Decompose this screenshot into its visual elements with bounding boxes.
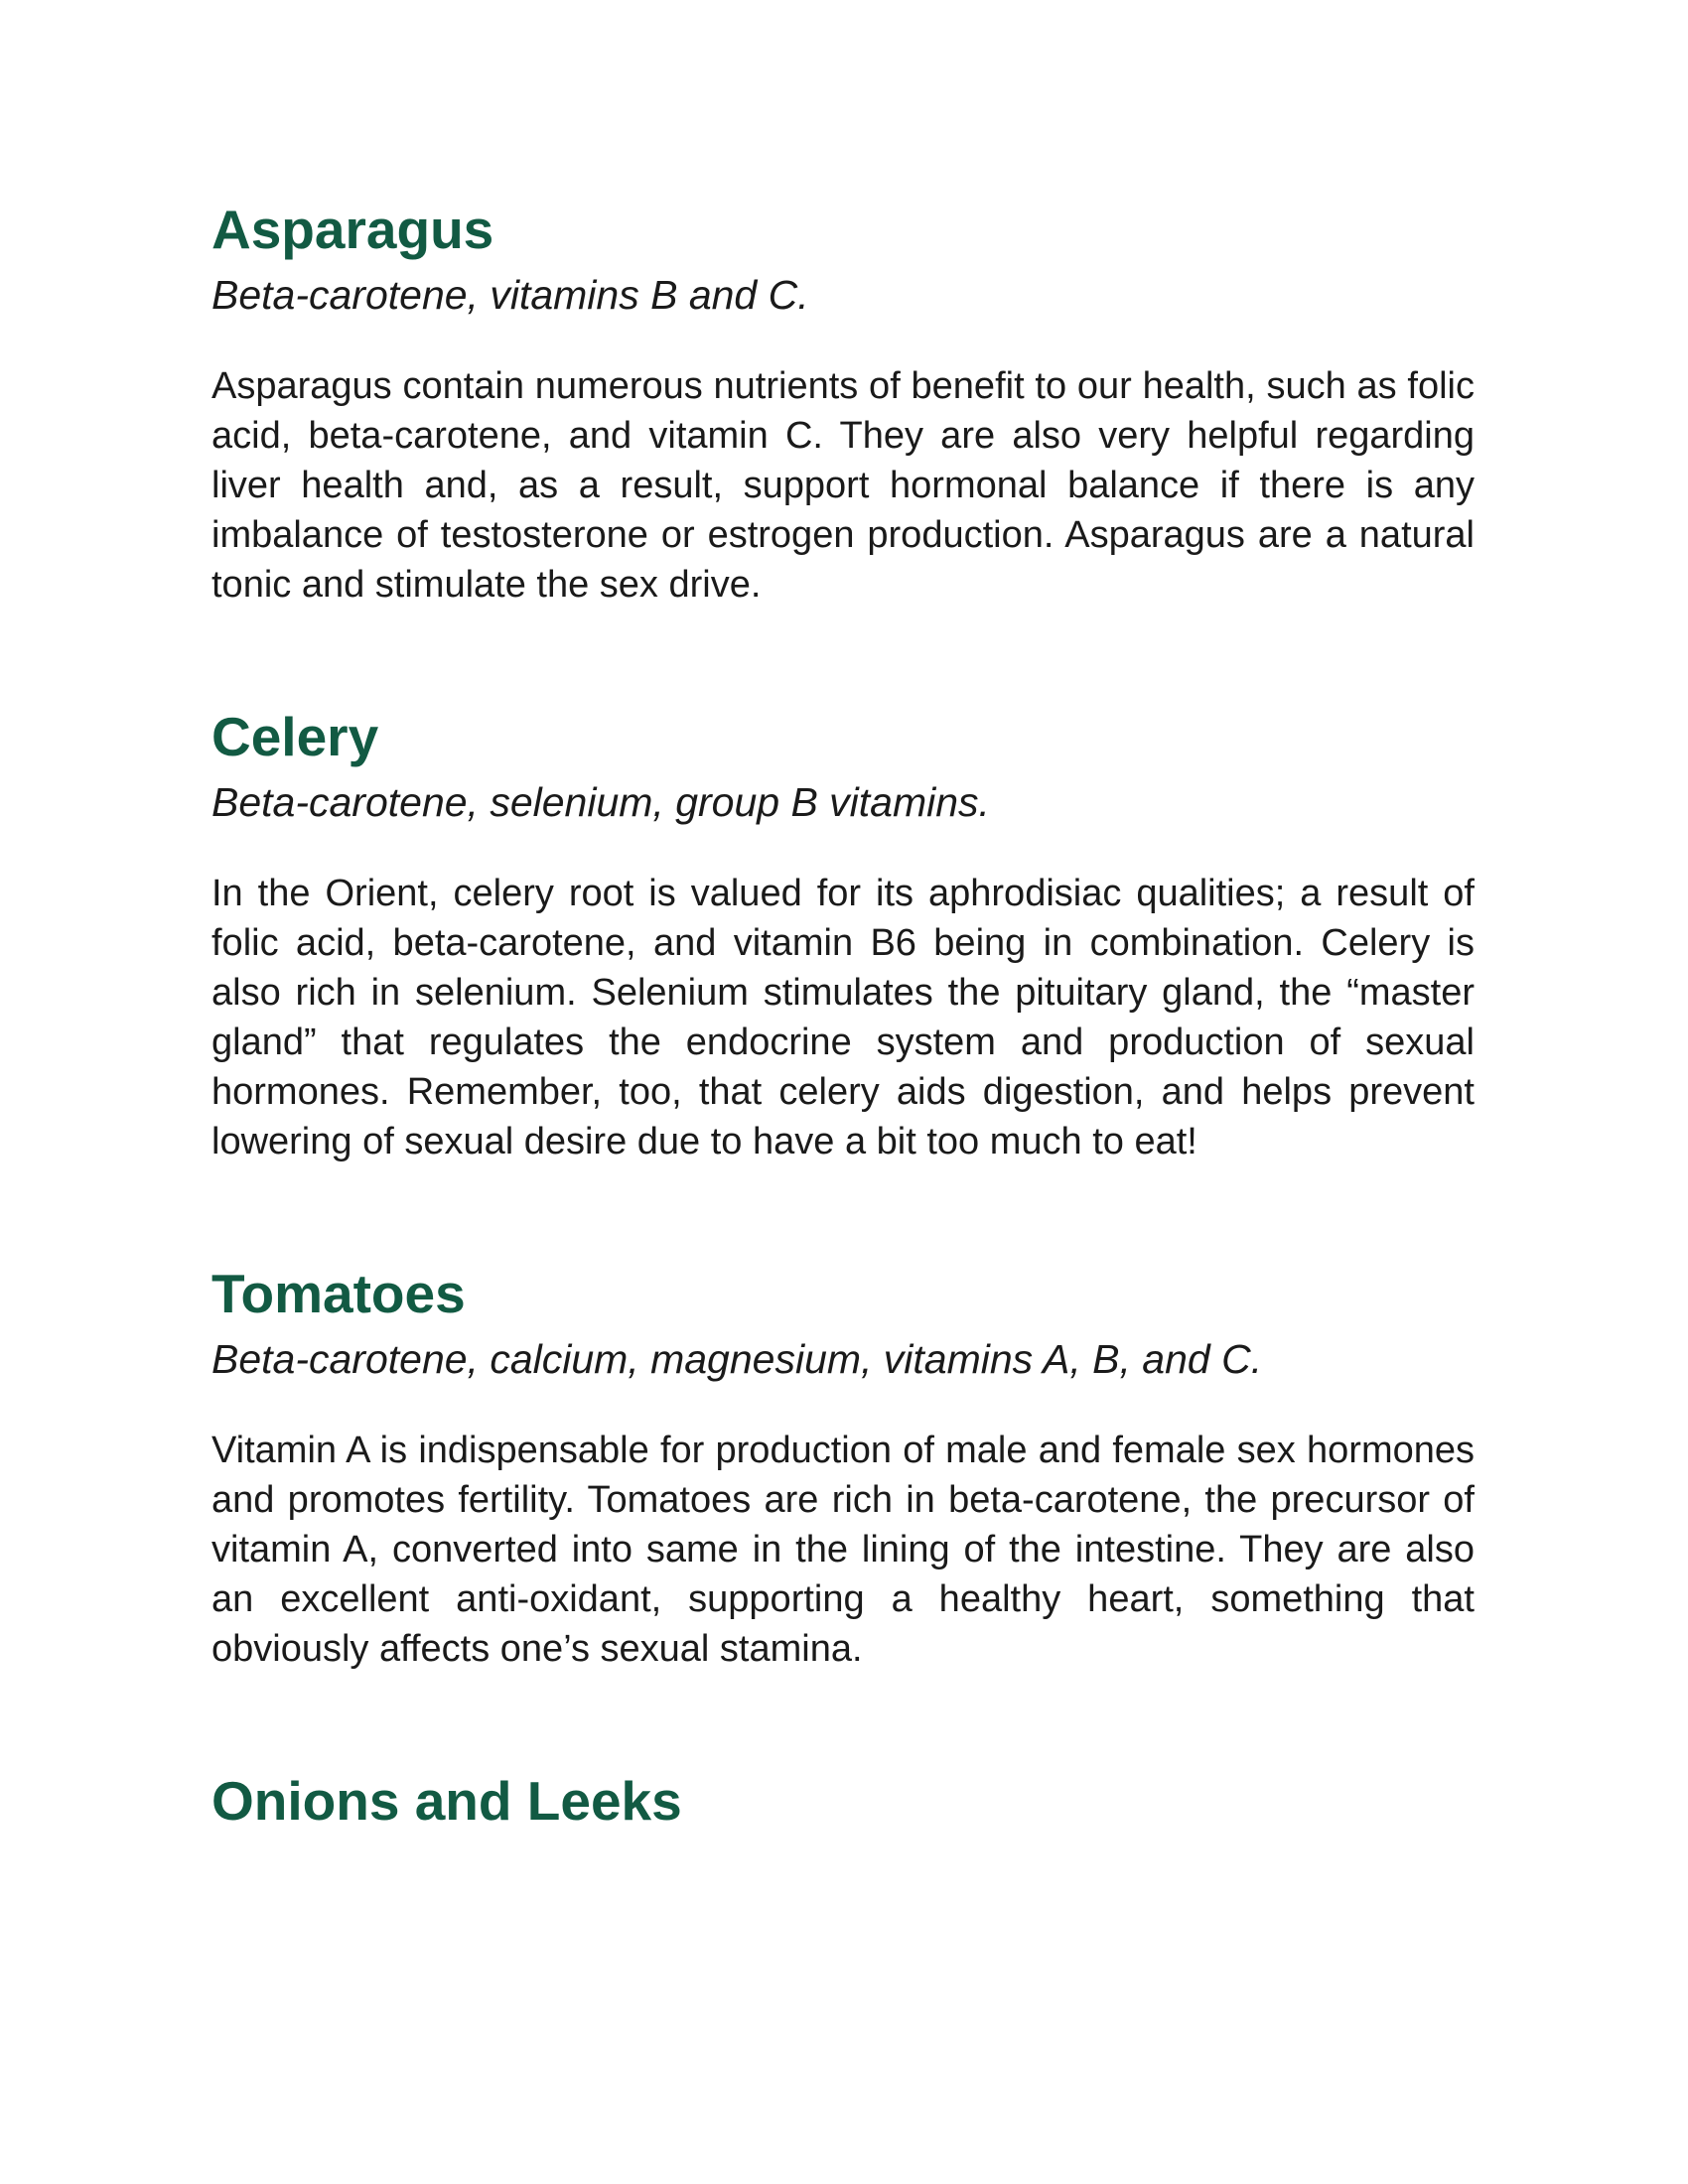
- section-asparagus: [211, 195, 1475, 610]
- section-heading: Tomatoes: [211, 1263, 466, 1324]
- section-paragraph: Asparagus contain numerous nutrients of benefit to our health, such as folic acid, beta-carotene, and vitamin C. They are also very helpful regarding liver health and, as a result, support hormonal balance if there is any imbalance of testosterone or estrogen production. Asparagus are a natural tonic and stimulate the sex drive.: [211, 365, 1475, 606]
- section-paragraph: Vitamin A is indispensable for production of male and female sex hormones and promotes fertility. Tomatoes are rich in beta-carotene, the precursor of vitamin A, converted into same in the lining of the intestine. They are also an excellent anti-oxidant, supporting a healthy heart, something that obviously affects one’s sexual stamina.: [211, 1430, 1475, 1670]
- section-heading: Asparagus: [211, 199, 494, 260]
- nutrient-subtitle: Beta-carotene, vitamins B and C.: [211, 272, 809, 318]
- nutrient-subtitle: Beta-carotene, calcium, magnesium, vitamins A, B, and C.: [211, 1336, 1263, 1382]
- nutrient-subtitle: Beta-carotene, selenium, group B vitamins.: [211, 779, 990, 825]
- section-celery: [211, 702, 1475, 1166]
- section-tomatoes: [211, 1259, 1475, 1674]
- section-heading: Onions and Leeks: [211, 1770, 682, 1832]
- section-onions-and-leeks: [211, 1766, 1475, 1836]
- document-page: [211, 195, 1475, 1928]
- section-heading: Celery: [211, 706, 379, 767]
- section-paragraph: In the Orient, celery root is valued for its aphrodisiac qualities; a result of folic acid, beta-carotene, and vitamin B6 being in combination. Celery is also rich in selenium. Selenium stimulates the pituitary gland, the “master gland” that regulates the endocrine system and production of sexual hormones. Remember, too, that celery aids digestion, and helps prevent lowering of sexual desire due to have a bit too much to eat!: [211, 873, 1475, 1162]
